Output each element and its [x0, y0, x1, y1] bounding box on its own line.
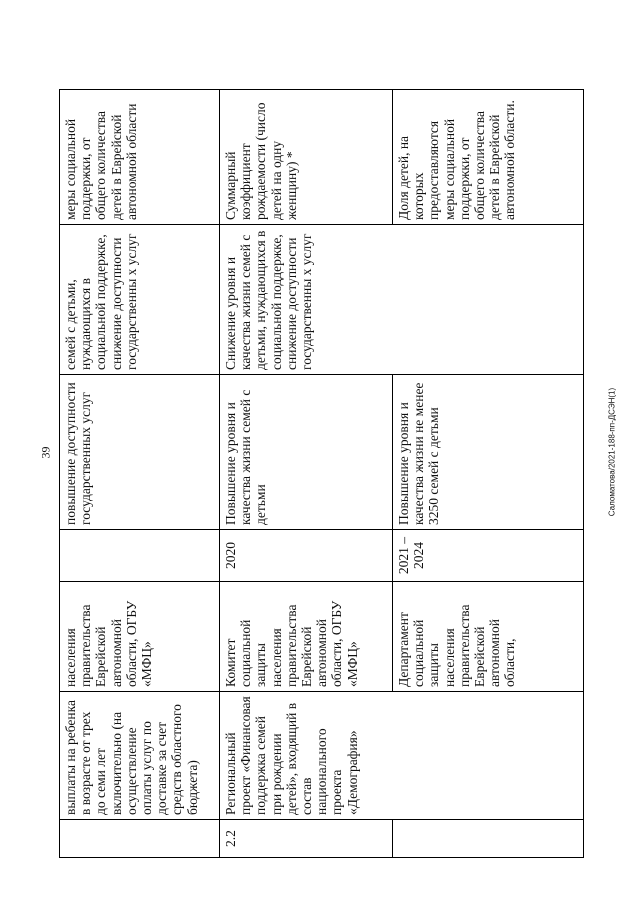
expected-result: Повышение уровня и качества жизни не менее 3250 семей с детьми: [393, 375, 584, 530]
consequences: Снижение уровня и качества жизни семей с детьми, нуждающихся в социальной поддержке, снижение доступности государственны х услуг: [220, 225, 584, 375]
executor: населения правительства Еврейской автономной области, ОГБУ «МФЦ»: [60, 582, 220, 692]
expected-result: Повышение уровня и качества жизни семей с детьми: [220, 375, 393, 530]
measure-name: выплаты на ребенка в возрасте от трех до семи лет включительно (на осуществление оплаты услуг по доставке за счет средств областного бюджета): [60, 692, 220, 820]
indicator: Доля детей, на которых предоставляются меры социальной поддержки, от общего количества детей в Еврейской автономной области.: [393, 90, 584, 225]
document-footer: Саломатова/2021-188-пп-ДСЭН(1): [607, 387, 617, 517]
page-number: 39: [38, 446, 53, 459]
period: [60, 530, 220, 582]
consequences: семей с детьми, нуждающихся в социальной поддержке, снижение доступности государственны х услуг: [60, 225, 220, 375]
period: 2020: [220, 530, 393, 582]
indicator: меры социальной поддержки, от общего количества детей в Еврейской автономной области: [60, 90, 220, 225]
executor: Комитет социальной защиты населения правительства Еврейской автономной области, ОГБУ «МФЦ»: [220, 582, 393, 692]
row-number: [393, 820, 584, 858]
period: 2021 – 2024: [393, 530, 584, 582]
executor: Департамент социальной защиты населения правительства Еврейской автономной области,: [393, 582, 584, 692]
rotated-table-container: [59, 90, 584, 858]
table-row: [60, 90, 220, 858]
measures-table: [59, 89, 584, 858]
row-number: [60, 820, 220, 858]
indicator: Суммарный коэффициент рождаемости (число детей на одну женщину) *: [220, 90, 393, 225]
expected-result: повышение доступности государственных услуг: [60, 375, 220, 530]
row-number: 2.2: [220, 820, 393, 858]
measure-name: Региональный проект «Финансовая поддержка семей при рождении детей», входящий в состав национального проекта «Демография»: [220, 692, 584, 820]
table-row: [220, 90, 393, 858]
